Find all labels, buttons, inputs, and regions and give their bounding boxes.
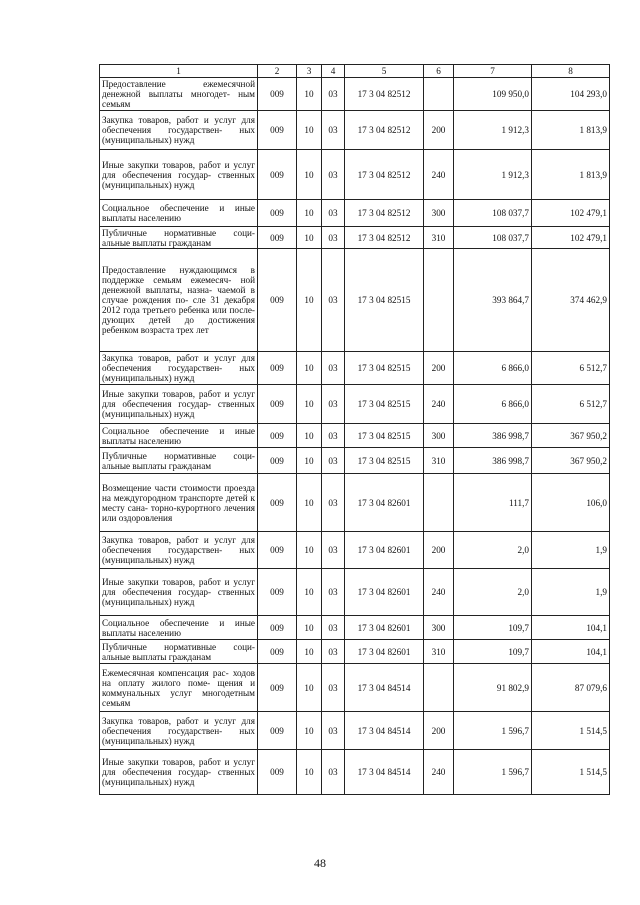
row-name: Иные закупки товаров, работ и услуг для обеспечения государ- ственных (муниципальных) нужд: [100, 750, 258, 795]
cell-subsection: 03: [322, 616, 345, 640]
cell-subsection: 03: [322, 352, 345, 385]
cell-subsection: 03: [322, 474, 345, 532]
cell-target-article: 17 3 04 82515: [345, 352, 424, 385]
cell-amount-year-1: 1 596,7: [454, 712, 532, 750]
cell-expense-type: 200: [424, 352, 454, 385]
header-col-5: 5: [345, 65, 424, 78]
cell-section: 10: [297, 111, 322, 150]
cell-ministry-code: 009: [258, 448, 297, 474]
cell-amount-year-2: 6 512,7: [532, 352, 610, 385]
cell-amount-year-2: 6 512,7: [532, 385, 610, 424]
cell-target-article: 17 3 04 82601: [345, 569, 424, 616]
row-name: Предоставление нуждающимся в поддержке семьям ежемесяч- ной денежной выплаты, назна- чаемой в случае рождения по- сле 31 декабря 2012 года третьего ребенка или после- дующих детей до достижения ребенком возраста трех лет: [100, 249, 258, 352]
table-row: [100, 712, 610, 750]
cell-amount-year-1: 108 037,7: [454, 200, 532, 227]
row-name: Ежемесячная компенсация рас- ходов на оплату жилого поме- щения и коммунальных услуг многодетным семьям: [100, 664, 258, 712]
cell-amount-year-2: 87 079,6: [532, 664, 610, 712]
cell-amount-year-2: 1 813,9: [532, 111, 610, 150]
cell-ministry-code: 009: [258, 532, 297, 569]
cell-section: 10: [297, 474, 322, 532]
cell-amount-year-1: 109,7: [454, 640, 532, 664]
table-row: [100, 385, 610, 424]
cell-ministry-code: 009: [258, 616, 297, 640]
row-name: Закупка товаров, работ и услуг для обеспечения государствен- ных (муниципальных) нужд: [100, 532, 258, 569]
cell-amount-year-1: 386 998,7: [454, 424, 532, 448]
cell-amount-year-1: 111,7: [454, 474, 532, 532]
cell-expense-type: 300: [424, 200, 454, 227]
cell-subsection: 03: [322, 664, 345, 712]
cell-amount-year-2: 374 462,9: [532, 249, 610, 352]
cell-amount-year-1: 393 864,7: [454, 249, 532, 352]
cell-expense-type: 240: [424, 385, 454, 424]
cell-expense-type: 240: [424, 150, 454, 200]
cell-expense-type: 310: [424, 227, 454, 249]
cell-amount-year-2: 367 950,2: [532, 448, 610, 474]
cell-section: 10: [297, 640, 322, 664]
cell-target-article: 17 3 04 82515: [345, 448, 424, 474]
row-name: Возмещение части стоимости проезда на междугородном транспорте детей к месту сана- торно-курортного лечения или оздоровления: [100, 474, 258, 532]
table-body: [100, 78, 610, 795]
cell-ministry-code: 009: [258, 227, 297, 249]
cell-ministry-code: 009: [258, 352, 297, 385]
header-col-6: 6: [424, 65, 454, 78]
cell-subsection: 03: [322, 249, 345, 352]
cell-expense-type: 200: [424, 111, 454, 150]
cell-amount-year-1: 6 866,0: [454, 385, 532, 424]
cell-section: 10: [297, 150, 322, 200]
cell-amount-year-1: 1 912,3: [454, 111, 532, 150]
cell-target-article: 17 3 04 82512: [345, 78, 424, 111]
cell-ministry-code: 009: [258, 111, 297, 150]
row-name: Социальное обеспечение и иные выплаты населению: [100, 616, 258, 640]
cell-subsection: 03: [322, 448, 345, 474]
cell-subsection: 03: [322, 712, 345, 750]
table-row: [100, 249, 610, 352]
cell-subsection: 03: [322, 111, 345, 150]
cell-amount-year-1: 1 596,7: [454, 750, 532, 795]
row-name: Иные закупки товаров, работ и услуг для обеспечения государ- ственных (муниципальных) нужд: [100, 569, 258, 616]
table-row: [100, 150, 610, 200]
header-col-4: 4: [322, 65, 345, 78]
cell-target-article: 17 3 04 82512: [345, 227, 424, 249]
cell-expense-type: 310: [424, 640, 454, 664]
cell-amount-year-1: 108 037,7: [454, 227, 532, 249]
cell-section: 10: [297, 424, 322, 448]
table-row: [100, 111, 610, 150]
cell-amount-year-1: 386 998,7: [454, 448, 532, 474]
cell-expense-type: 310: [424, 448, 454, 474]
cell-amount-year-2: 102 479,1: [532, 200, 610, 227]
cell-section: 10: [297, 448, 322, 474]
cell-subsection: 03: [322, 424, 345, 448]
cell-section: 10: [297, 200, 322, 227]
row-name: Социальное обеспечение и иные выплаты населению: [100, 424, 258, 448]
cell-target-article: 17 3 04 82601: [345, 474, 424, 532]
cell-amount-year-1: 109 950,0: [454, 78, 532, 111]
table-row: [100, 640, 610, 664]
cell-subsection: 03: [322, 200, 345, 227]
cell-section: 10: [297, 249, 322, 352]
cell-target-article: 17 3 04 82512: [345, 200, 424, 227]
cell-amount-year-1: 2,0: [454, 532, 532, 569]
table-row: [100, 616, 610, 640]
cell-section: 10: [297, 78, 322, 111]
cell-subsection: 03: [322, 385, 345, 424]
row-name: Закупка товаров, работ и услуг для обеспечения государствен- ных (муниципальных) нужд: [100, 352, 258, 385]
cell-target-article: 17 3 04 84514: [345, 712, 424, 750]
table-row: [100, 569, 610, 616]
cell-amount-year-1: 109,7: [454, 616, 532, 640]
cell-amount-year-2: 106,0: [532, 474, 610, 532]
table-row: [100, 750, 610, 795]
budget-table: [99, 64, 610, 795]
header-col-7: 7: [454, 65, 532, 78]
cell-amount-year-2: 1,9: [532, 532, 610, 569]
cell-subsection: 03: [322, 750, 345, 795]
cell-expense-type: 300: [424, 424, 454, 448]
cell-ministry-code: 009: [258, 424, 297, 448]
row-name: Предоставление ежемесячной денежной выплаты многодет- ным семьям: [100, 78, 258, 111]
cell-amount-year-2: 1,9: [532, 569, 610, 616]
cell-section: 10: [297, 664, 322, 712]
cell-amount-year-1: 6 866,0: [454, 352, 532, 385]
header-col-2: 2: [258, 65, 297, 78]
cell-amount-year-2: 367 950,2: [532, 424, 610, 448]
cell-ministry-code: 009: [258, 385, 297, 424]
cell-ministry-code: 009: [258, 640, 297, 664]
cell-target-article: 17 3 04 82601: [345, 640, 424, 664]
table-row: [100, 532, 610, 569]
table-row: [100, 227, 610, 249]
cell-target-article: 17 3 04 82515: [345, 424, 424, 448]
cell-ministry-code: 009: [258, 249, 297, 352]
cell-expense-type: 300: [424, 616, 454, 640]
cell-target-article: 17 3 04 82512: [345, 111, 424, 150]
cell-amount-year-1: 91 802,9: [454, 664, 532, 712]
table-row: [100, 200, 610, 227]
row-name: Закупка товаров, работ и услуг для обеспечения государствен- ных (муниципальных) нужд: [100, 712, 258, 750]
row-name: Публичные нормативные соци- альные выплаты гражданам: [100, 227, 258, 249]
cell-amount-year-2: 104,1: [532, 640, 610, 664]
row-name: Публичные нормативные соци- альные выплаты гражданам: [100, 640, 258, 664]
cell-target-article: 17 3 04 84514: [345, 664, 424, 712]
cell-expense-type: [424, 249, 454, 352]
cell-amount-year-1: 2,0: [454, 569, 532, 616]
cell-ministry-code: 009: [258, 750, 297, 795]
cell-amount-year-2: 1 813,9: [532, 150, 610, 200]
cell-expense-type: 240: [424, 569, 454, 616]
header-col-8: 8: [532, 65, 610, 78]
row-name: Социальное обеспечение и иные выплаты населению: [100, 200, 258, 227]
cell-amount-year-2: 102 479,1: [532, 227, 610, 249]
table-row: [100, 664, 610, 712]
cell-subsection: 03: [322, 78, 345, 111]
cell-section: 10: [297, 532, 322, 569]
cell-section: 10: [297, 227, 322, 249]
cell-target-article: 17 3 04 82512: [345, 150, 424, 200]
cell-subsection: 03: [322, 640, 345, 664]
cell-section: 10: [297, 616, 322, 640]
table-row: [100, 78, 610, 111]
row-name: Закупка товаров, работ и услуг для обеспечения государствен- ных (муниципальных) нужд: [100, 111, 258, 150]
cell-target-article: 17 3 04 84514: [345, 750, 424, 795]
cell-subsection: 03: [322, 532, 345, 569]
cell-section: 10: [297, 385, 322, 424]
cell-section: 10: [297, 750, 322, 795]
cell-ministry-code: 009: [258, 712, 297, 750]
row-name: Публичные нормативные соци- альные выплаты гражданам: [100, 448, 258, 474]
cell-target-article: 17 3 04 82515: [345, 385, 424, 424]
row-name: Иные закупки товаров, работ и услуг для обеспечения государ- ственных (муниципальных) нужд: [100, 385, 258, 424]
cell-amount-year-2: 104,1: [532, 616, 610, 640]
cell-ministry-code: 009: [258, 569, 297, 616]
cell-subsection: 03: [322, 569, 345, 616]
table-row: [100, 424, 610, 448]
cell-ministry-code: 009: [258, 474, 297, 532]
cell-section: 10: [297, 352, 322, 385]
cell-expense-type: [424, 78, 454, 111]
table-row: [100, 352, 610, 385]
cell-ministry-code: 009: [258, 664, 297, 712]
cell-expense-type: 200: [424, 712, 454, 750]
table-header-row: [100, 65, 610, 78]
cell-target-article: 17 3 04 82515: [345, 249, 424, 352]
table-row: [100, 474, 610, 532]
cell-amount-year-2: 104 293,0: [532, 78, 610, 111]
cell-subsection: 03: [322, 150, 345, 200]
cell-subsection: 03: [322, 227, 345, 249]
page-number: 48: [314, 856, 326, 870]
cell-section: 10: [297, 712, 322, 750]
cell-ministry-code: 009: [258, 78, 297, 111]
cell-expense-type: [424, 664, 454, 712]
cell-target-article: 17 3 04 82601: [345, 532, 424, 569]
cell-ministry-code: 009: [258, 150, 297, 200]
cell-expense-type: 240: [424, 750, 454, 795]
header-col-3: 3: [297, 65, 322, 78]
cell-amount-year-1: 1 912,3: [454, 150, 532, 200]
row-name: Иные закупки товаров, работ и услуг для обеспечения государ- ственных (муниципальных) нужд: [100, 150, 258, 200]
header-col-1: 1: [100, 65, 258, 78]
cell-expense-type: [424, 474, 454, 532]
cell-target-article: 17 3 04 82601: [345, 616, 424, 640]
cell-amount-year-2: 1 514,5: [532, 712, 610, 750]
cell-section: 10: [297, 569, 322, 616]
cell-amount-year-2: 1 514,5: [532, 750, 610, 795]
table-row: [100, 448, 610, 474]
cell-expense-type: 200: [424, 532, 454, 569]
cell-ministry-code: 009: [258, 200, 297, 227]
